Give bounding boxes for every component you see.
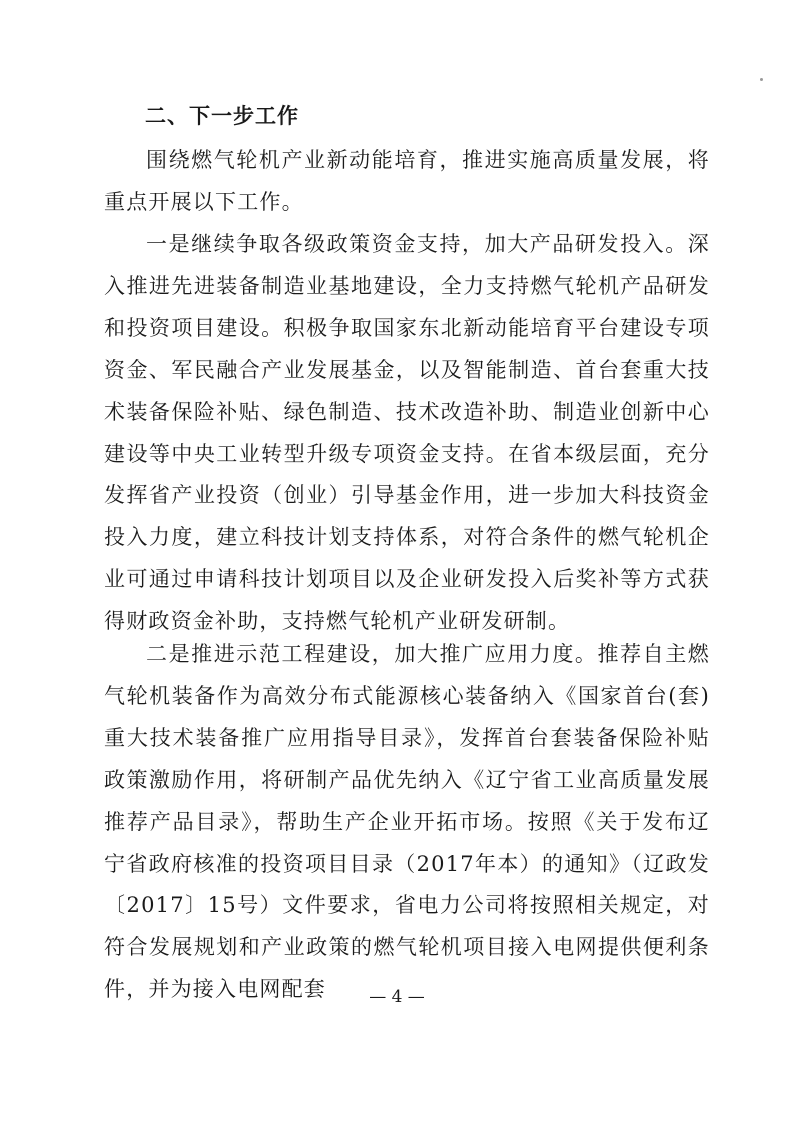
- page-number: — 4 —: [369, 987, 425, 1007]
- section-heading: 二、下一步工作: [145, 104, 299, 128]
- paragraph-demonstration: 二是推进示范工程建设，加大推广应用力度。推荐自主燃气轮机装备作为高效分布式能源核心装备纳入《国家首台(套)重大技术装备推广应用指导目录》，发挥首台套装备保险补贴政策激励作用，将研制产品优先纳入《辽宁省工业高质量发展推荐产品目录》，帮助生产企业开拓市场。按照《关于发布辽宁省政府核准的投资项目目录（2017年本）的通知》（辽政发〔2017〕15号）文件要求，省电力公司将按照相关规定，对符合发展规划和产业政策的燃气轮机项目接入电网提供便利条件，并为接入电网配套: [104, 642, 710, 1002]
- paragraph-policy-funding: 一是继续争取各级政策资金支持，加大产品研发投入。深入推进先进装备制造业基地建设，全力支持燃气轮机产品研发和投资项目建设。积极争取国家东北新动能培育平台建设专项资金、军民融合产业发展基金，以及智能制造、首台套重大技术装备保险补贴、绿色制造、技术改造补助、制造业创新中心建设等中央工业转型升级专项资金支持。在省本级层面，充分发挥省产业投资（创业）引导基金作用，进一步加大科技资金投入力度，建立科技计划支持体系，对符合条件的燃气轮机企业可通过申请科技计划项目以及企业研发投入后奖补等方式获得财政资金补助，支持燃气轮机产业研发研制。: [104, 232, 710, 634]
- scan-mark: [760, 78, 763, 81]
- paragraph-intro: 围绕燃气轮机产业新动能培育，推进实施高质量发展，将重点开展以下工作。: [104, 148, 710, 214]
